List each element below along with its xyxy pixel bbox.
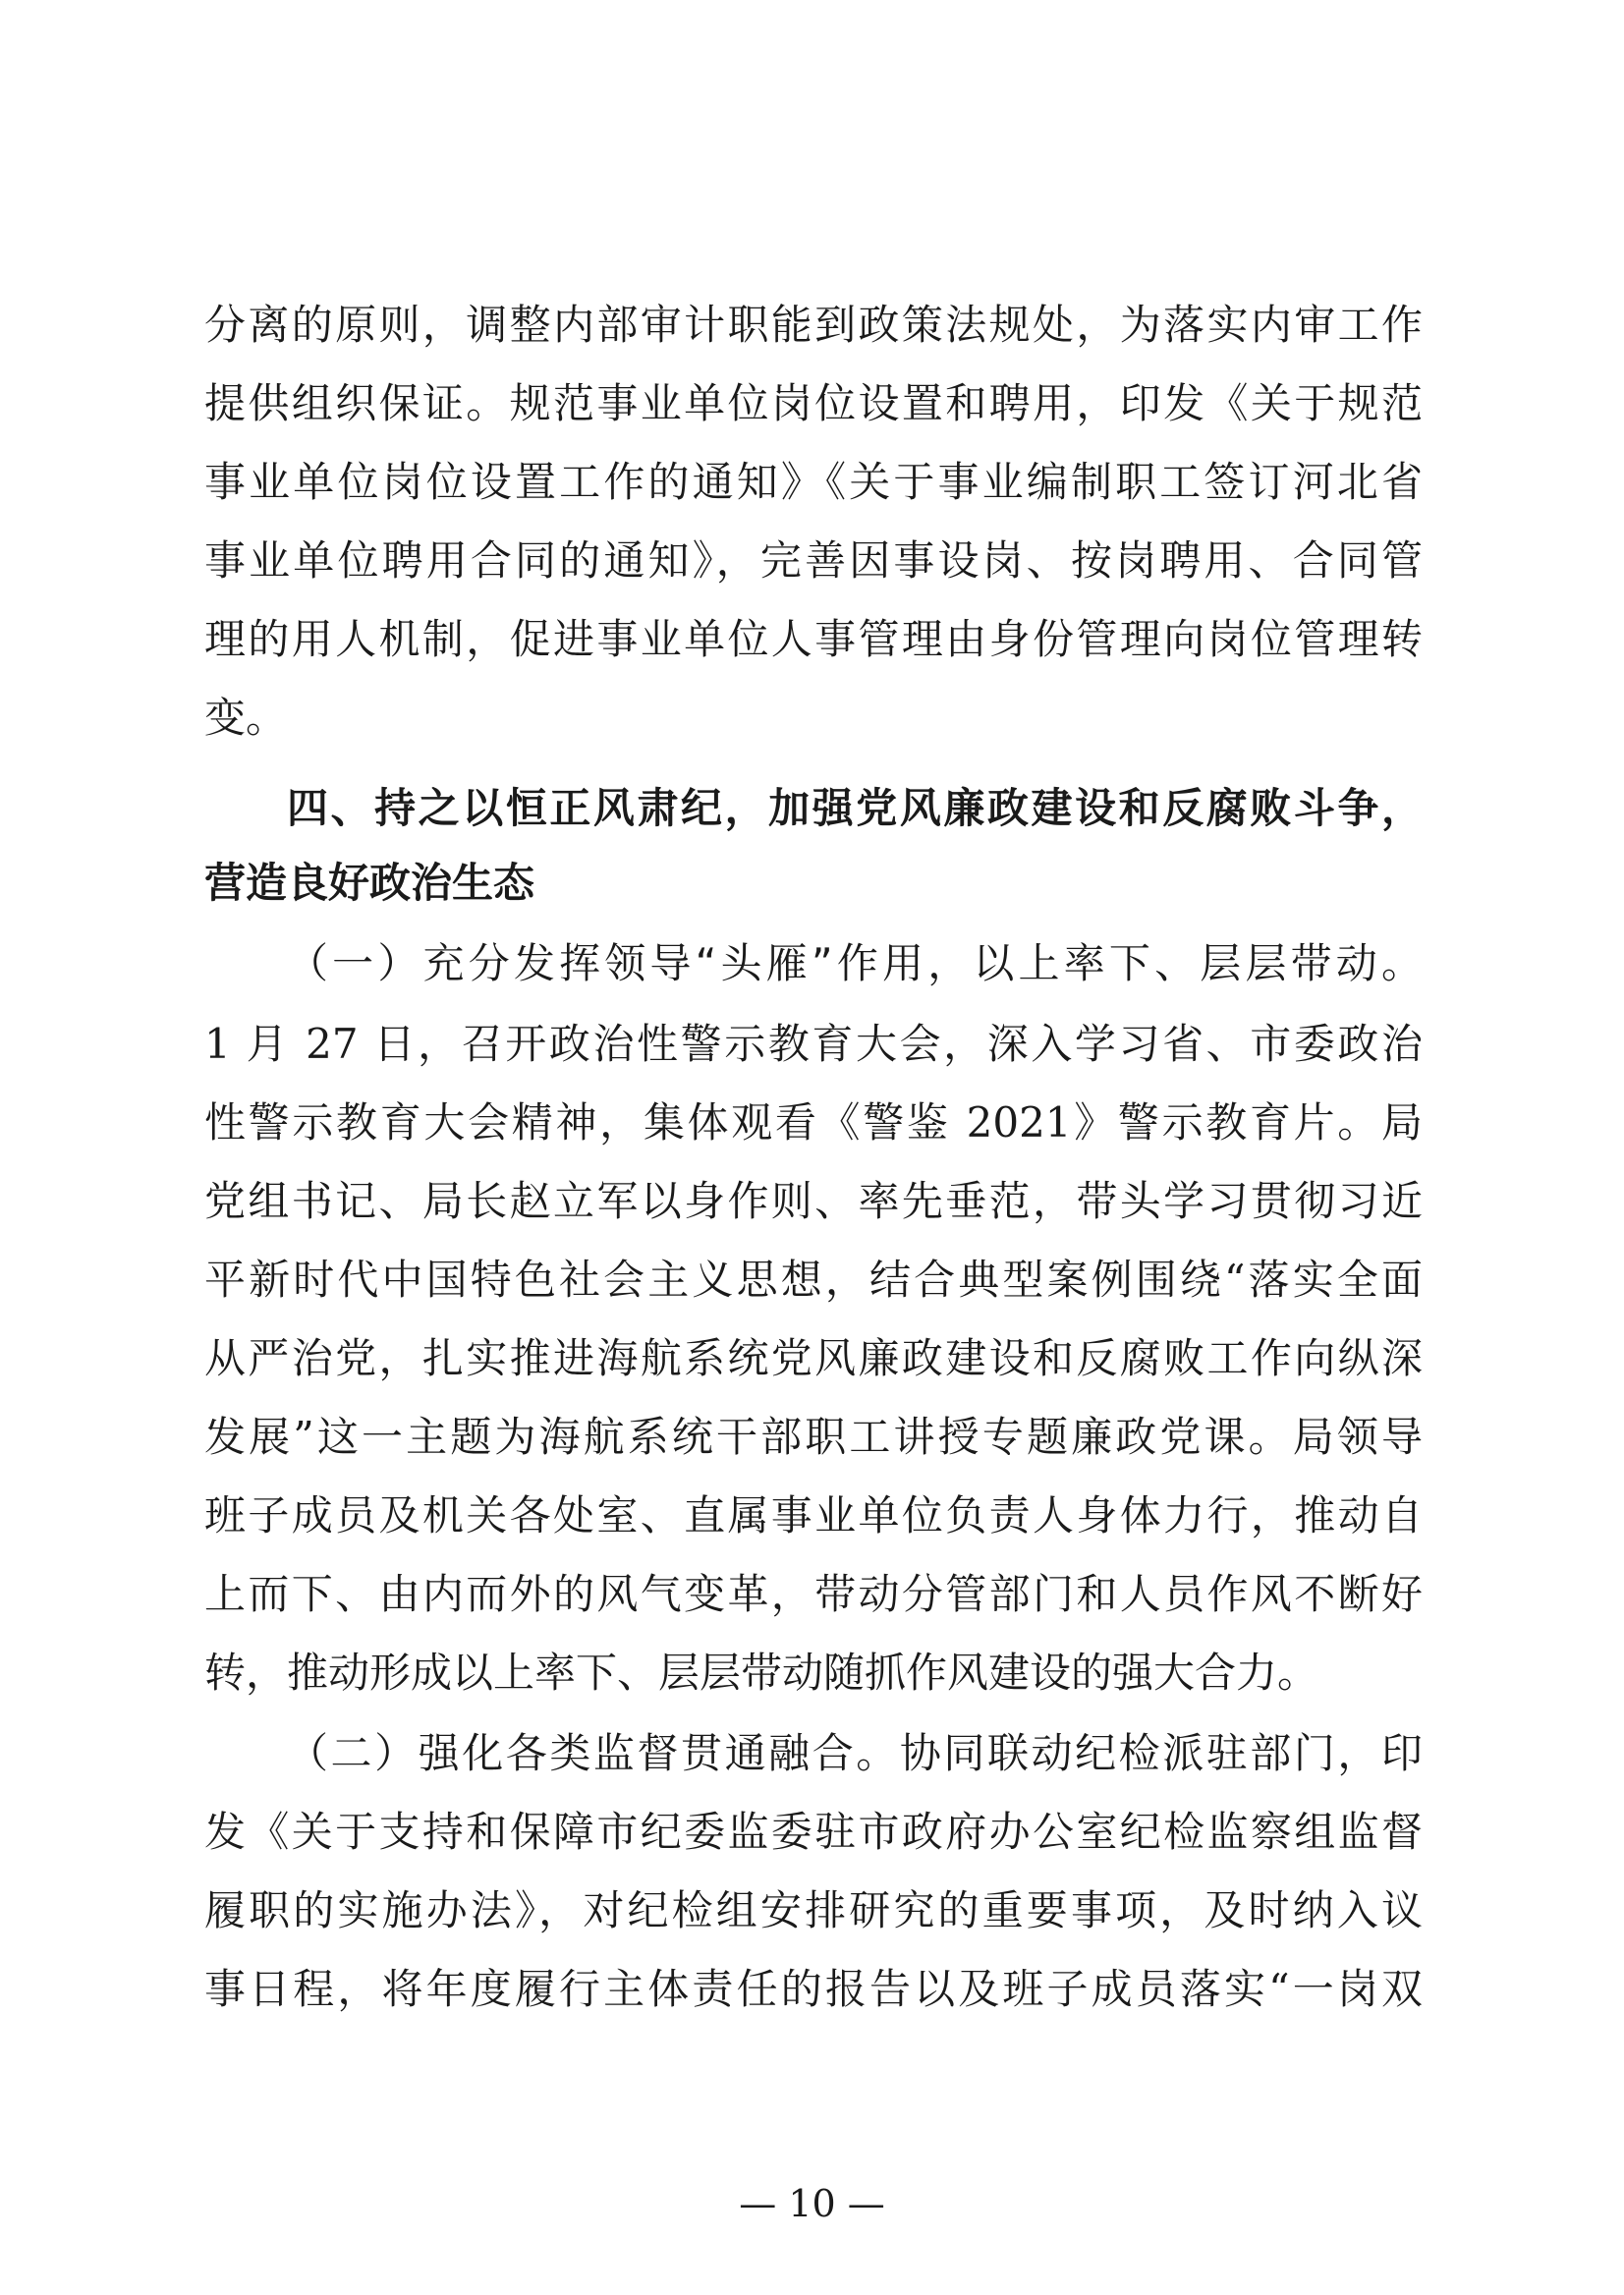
paragraph-line: 履职的实施办法》，对纪检组安排研究的重要事项，及时纳入议 [204, 1886, 1423, 1934]
paragraph-line: 理的用人机制，促进事业单位人事管理由身份管理向岗位管理转 [204, 615, 1423, 663]
paragraph-line: 班子成员及机关各处室、直属事业单位负责人身体力行，推动自 [204, 1491, 1423, 1539]
paragraph-line: 事业单位聘用合同的通知》，完善因事设岗、按岗聘用、合同管 [204, 536, 1423, 585]
paragraph-line: 发展”这一主题为海航系统干部职工讲授专题廉政党课。局领导 [204, 1413, 1423, 1461]
section-heading-line-2: 营造良好政治生态 [204, 859, 535, 907]
paragraph-line: 转，推动形成以上率下、层层带动随抓作风建设的强大合力。 [204, 1649, 1319, 1697]
page-number: — 10 — [739, 2182, 885, 2225]
paragraph-line: 变。 [204, 694, 288, 742]
subsection-title-1: （一）充分发挥领导“头雁”作用，以上率下、层层带动。 [287, 939, 1423, 987]
paragraph-line: 平新时代中国特色社会主义思想，结合典型案例围绕“落实全面 [204, 1256, 1423, 1304]
paragraph-line: 分离的原则，调整内部审计职能到政策法规处，为落实内审工作 [204, 301, 1423, 349]
paragraph-line: 事日程，将年度履行主体责任的报告以及班子成员落实“一岗双 [204, 1965, 1423, 2013]
subsection-title-2: （二）强化各类监督贯通融合。协同联动纪检派驻部门，印 [287, 1729, 1423, 1777]
paragraph-line: 上而下、由内而外的风气变革，带动分管部门和人员作风不断好 [204, 1570, 1423, 1618]
section-heading-line-1: 四、持之以恒正风肃纪，加强党风廉政建设和反腐败斗争， [287, 784, 1423, 832]
paragraph-line: 性警示教育大会精神，集体观看《警鉴 2021》警示教育片。局 [204, 1098, 1423, 1147]
paragraph-line: 1 月 27 日，召开政治性警示教育大会，深入学习省、市委政治 [204, 1020, 1423, 1068]
paragraph-line: 党组书记、局长赵立军以身作则、率先垂范，带头学习贯彻习近 [204, 1177, 1423, 1225]
paragraph-line: 发《关于支持和保障市纪委监委驻市政府办公室纪检监察组监督 [204, 1808, 1423, 1856]
paragraph-line: 从严治党，扎实推进海航系统党风廉政建设和反腐败工作向纵深 [204, 1334, 1423, 1382]
paragraph-line: 提供组织保证。规范事业单位岗位设置和聘用，印发《关于规范 [204, 379, 1423, 427]
paragraph-line: 事业单位岗位设置工作的通知》《关于事业编制职工签订河北省 [204, 458, 1423, 506]
